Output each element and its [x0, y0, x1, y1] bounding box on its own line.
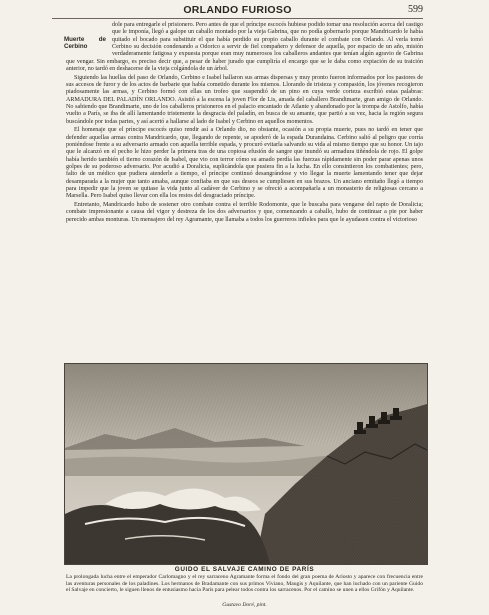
page-number: 599 [408, 4, 423, 15]
paragraph-3: El homenaje que el príncipe escocés quiso rendir así a Orlando dio, no obstante, ocasión a su propia muerte, pues no tardó en tener que defender aquellas armas contra Mandricardo, que, llegando de repente, se apoderó de la espada Durandaina. Cerbino salió al peligro que corría poniéndose frente a su adversario armado con aquella terrible espada, y procuró evitarla salvando su vida al mismo tiempo que su honor. Un tajo que le alcanzó en el pecho le hizo perder la primera tras de una copiosa efusión de sangre que inundó su armadura tiñéndola de rojo. El golpe había herido también el tierno corazón de Isabel, que vio con terror cómo su amado perdía las fuerzas rápidamente sin poder parar apenas unos golpes de su poderoso adversario. Por acudió a Doralicia, suplicándola que pusiera fin a la lucha. En ello consintieron los combatientes; pero, falto de un médico que pudiera atenderle a tiempo, el príncipe continuó desangrándose y vio llegar la muerte lamentando tener que dejar desamparada a la mujer que tanto amaba, aunque confiaba en que sus deseos se cumpliesen en sus brazos. Un anciano ermitaño llegó a tiempo para impedir que la joven se quitase la vida junto al cadáver de Cerbino y se ofreció a acompañarla a un monasterio de religiosas cercano a Marsella. Pero Isabel quiso llevar con ella los restos del desgraciado príncipe. [66, 127, 423, 200]
figure-title: GUIDO EL SALVAJE CAMINO DE PARÍS [174, 566, 315, 573]
paragraph-2: Siguiendo las huellas del paso de Orlando, Cerbino e Isabel hallaron sus armas dispersas y muy pronto fueron informados por los pastores de sus accesos de furor y de los actos de barbarie que había cometido durante los mismos. Llorando de tristeza y compasión, los jóvenes recogieron piadosamente las armas, y Cerbino formó con ellas un trofeo que suspendió de un pino en cuya verde corteza escribió estas palabras: ARMADURA DEL PALADÍN ORLANDO. Asistió a la escena la joven Flor de Lis, amada del caballero Brandimarte, gran amigo de Orlando. No sabiendo que Brandimarte, uno de los caballeros prisioneros en el palacio encantado de Atlante y abandonado por la trompa de Astolfo, había vuelto a París, se iba de allí lamentando tristemente la desgracia del paladín, en busca de su amante, que partió a su vez, hacia la región segura buscándole por todas partes, y así acertó a hallarse al lado de Isabel y Cerbino en aquellos momentos. [66, 74, 423, 125]
figure-caption: La prolongada lucha entre el emperador Carlomagno y el rey sarraceno Agramante forma el fondo del gran poema de Ariosto y aparece con frecuencia entre las aventuras personales de los paladines. Los hermanos de Bradamante con sus primos Viviano, Maugis y Aquilante, que han luchado con un pariente Guido el Salvaje en concierto, le siguen llenos de entusiasmo hacia París para pelear todos contra los sarracenos. Por el camino se unen a ellos Grifón y Aquilante. [66, 574, 423, 593]
body-text [66, 22, 423, 225]
figure-credit: Gustavo Doré, pint. [222, 602, 267, 608]
side-note: Muerte de Cerbino [64, 36, 106, 51]
engraving-image [65, 364, 427, 564]
running-header [52, 4, 423, 19]
engraving-illustration [64, 363, 428, 565]
paragraph-1: Muerte de Cerbino dole para entregarle el prisionero. Pero antes de que el príncipe escocés hubiese podido tomar una resolución acerca del castigo que le imponía, llegó a galope un caballo montado por la vieja Gabrina, que no podía gobernarlo porque Mandricardo le había quitado el bocado para substituir el que había perdido su propio caballo durante el combate con Orlando. Al verla tomó Cerbino su decisión condenando a Odorico a servir de fiel compañero y defensor de aquella, por espacio de un año, misión verdaderamente fatigosa y expuesta porque eran muy numerosos los caballeros andantes que tenían algún agravio de Gabrina que vengar. Sin embargo, es preciso decir que, a pesar de haber jurado que cumpliría el encargo que se le daba como expiación de su traición anterior, no tardó en deshacerse de la vieja colgándola de un árbol. [64, 22, 423, 73]
paragraph-4: Entretanto, Mandricardo hubo de sostener otro combate contra el terrible Rodomonte, que le buscaba para vengarse del rapto de Doralicia; combate impresionante a causa del vigor y destreza de los dos adversarios y que, comenzando a caballo, hubo de continuar a pie por haber perecido ambas monturas. Un mensajero del rey Agramante, que llamaba a todos los guerreros infieles para que le ayudasen contra el victorioso [66, 201, 423, 223]
header-title: ORLANDO FURIOSO [183, 4, 292, 16]
